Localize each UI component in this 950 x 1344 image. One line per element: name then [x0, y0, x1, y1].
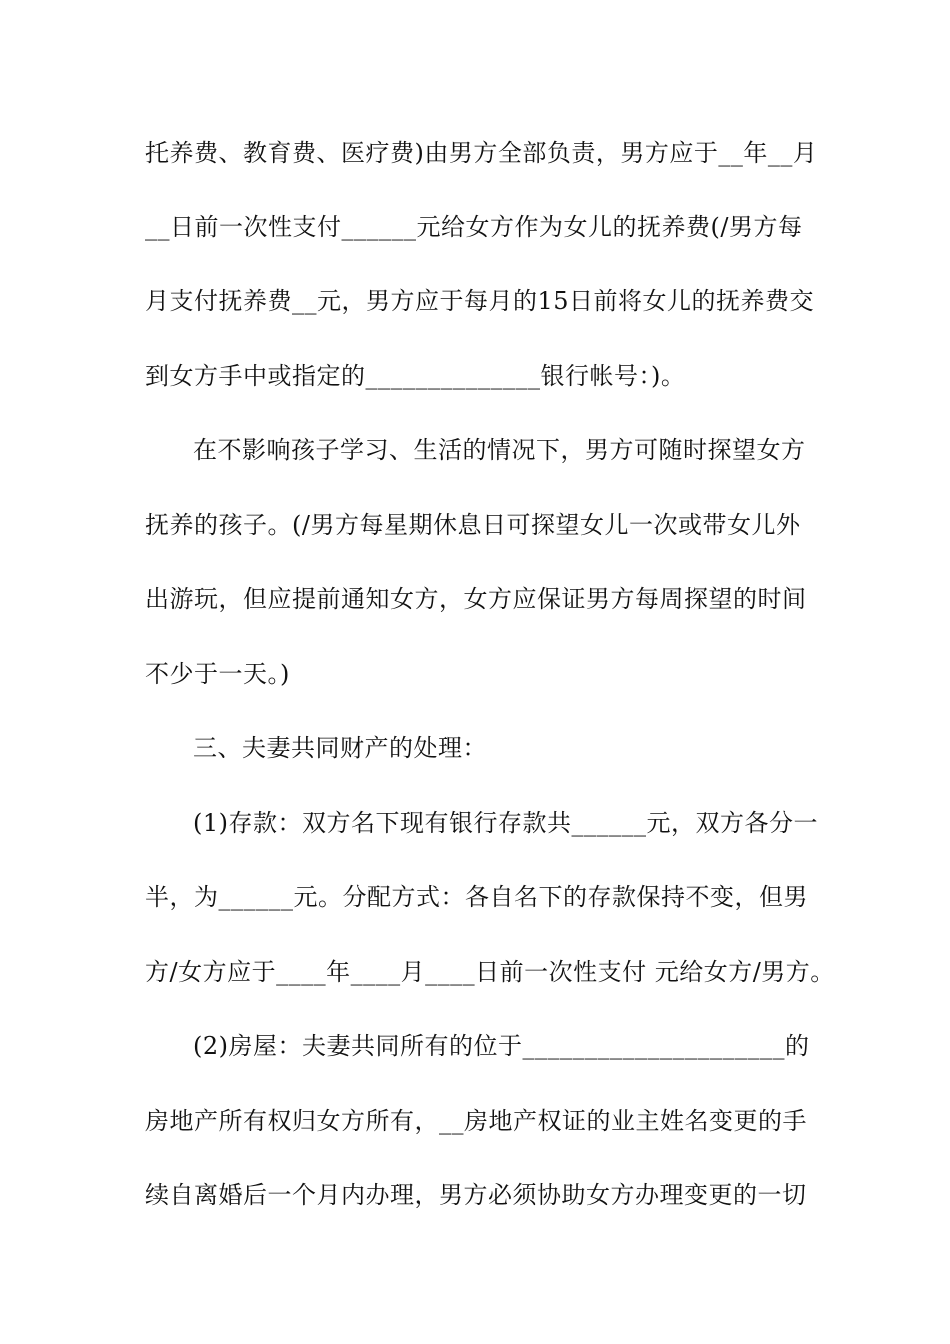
paragraph-line-3: 月支付抚养费__元，男方应于每月的15日前将女儿的抚养费交	[145, 287, 815, 315]
paragraph-line-4: 到女方手中或指定的______________银行帐号：)。	[145, 362, 686, 390]
paragraph-line-13: (2)房屋：夫妻共同所有的位于_____________________的	[193, 1032, 810, 1060]
paragraph-line-6: 抚养的孩子。(/男方每星期休息日可探望女儿一次或带女儿外	[145, 511, 801, 539]
paragraph-line-10: (1)存款：双方名下现有银行存款共______元，双方各分一	[193, 809, 818, 837]
paragraph-line-12: 方/女方应于____年____月____日前一次性支付 元给女方/男方。	[145, 958, 835, 986]
paragraph-line-14: 房地产所有权归女方所有，__房地产权证的业主姓名变更的手	[145, 1107, 807, 1135]
paragraph-line-7: 出游玩，但应提前通知女方，女方应保证男方每周探望的时间	[145, 585, 807, 613]
paragraph-line-15: 续自离婚后一个月内办理，男方必须协助女方办理变更的一切	[145, 1181, 807, 1209]
paragraph-line-1: 托养费、教育费、医疗费)由男方全部负责，男方应于__年__月	[145, 139, 818, 167]
paragraph-line-5: 在不影响孩子学习、生活的情况下，男方可随时探望女方	[193, 436, 806, 464]
section-heading: 三、夫妻共同财产的处理：	[193, 734, 487, 762]
paragraph-line-11: 半，为______元。分配方式：各自名下的存款保持不变，但男	[145, 883, 808, 911]
paragraph-line-2: __日前一次性支付______元给女方作为女儿的抚养费(/男方每	[145, 213, 803, 241]
paragraph-line-8: 不少于一天。)	[145, 660, 290, 688]
